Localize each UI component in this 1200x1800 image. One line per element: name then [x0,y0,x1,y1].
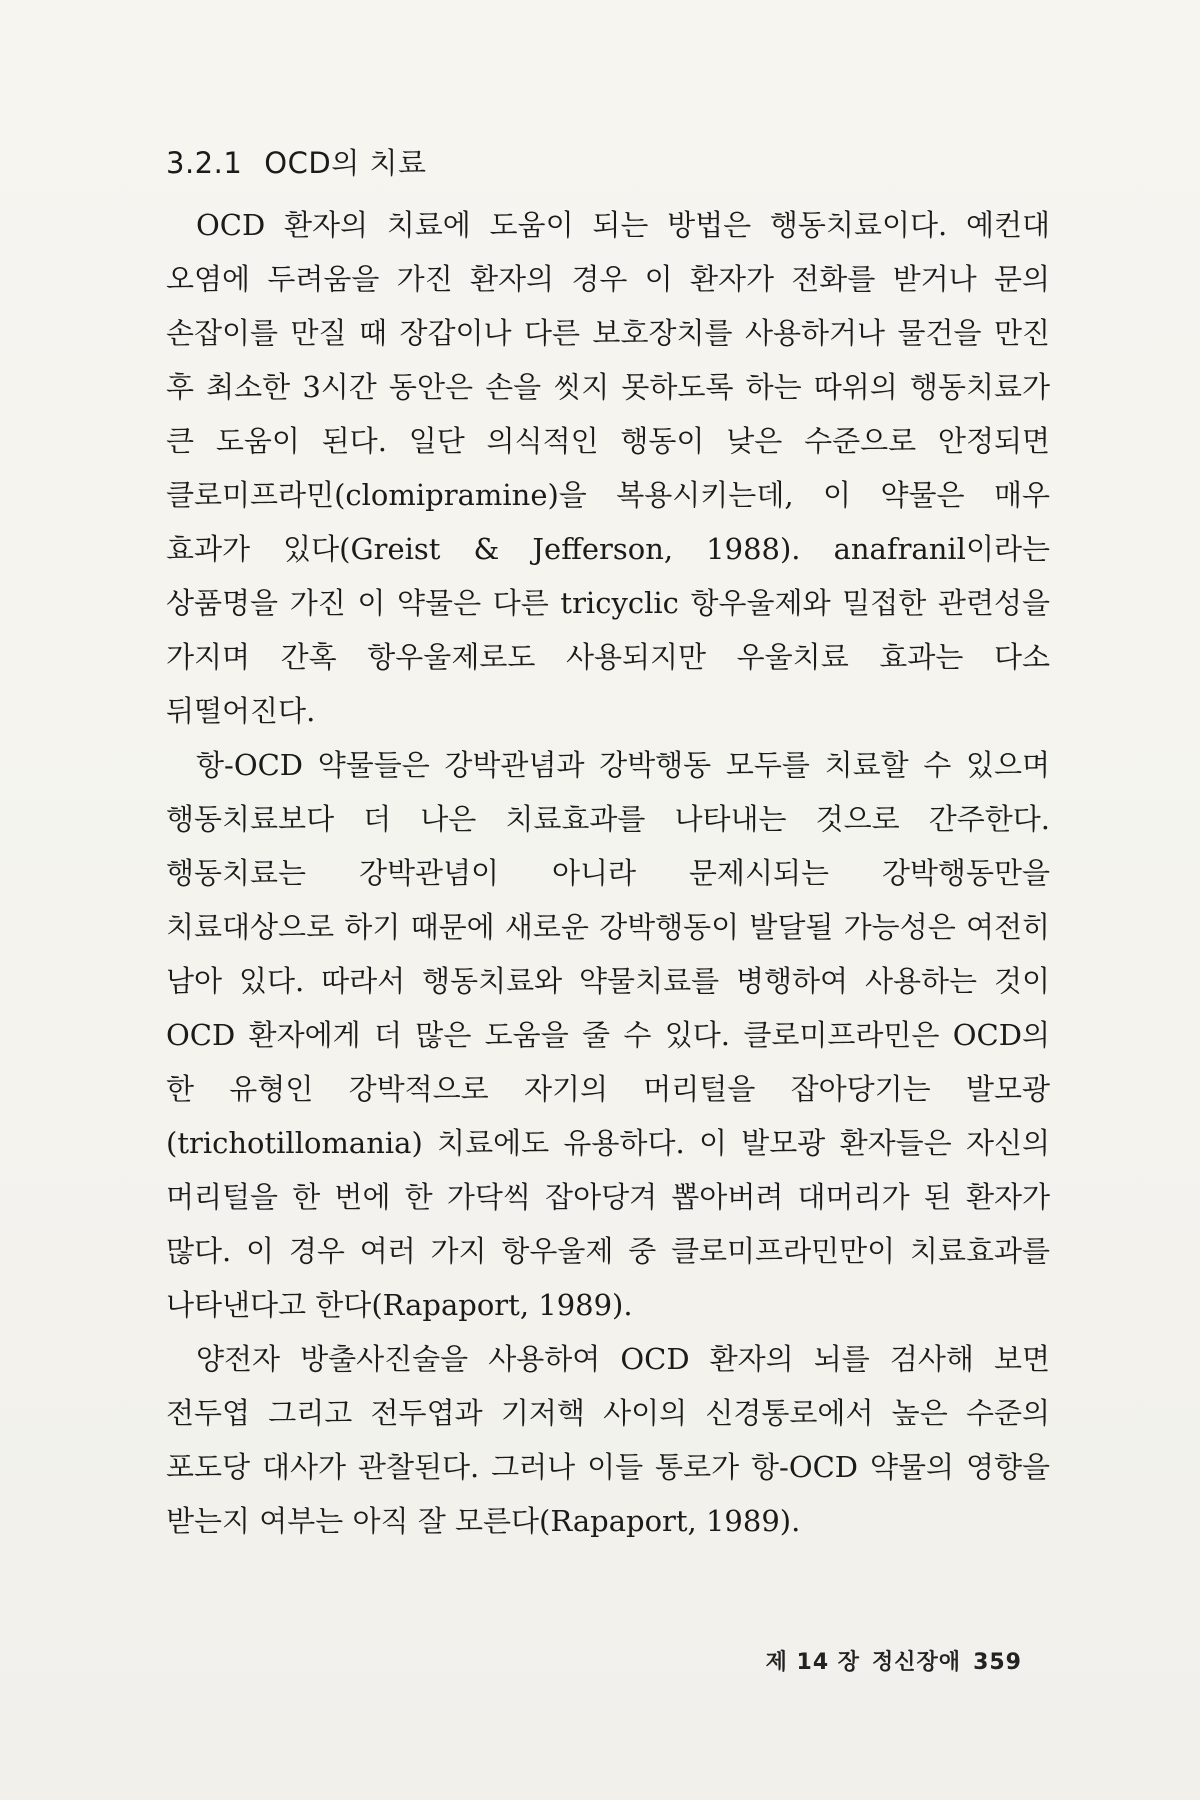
paragraph-2: 항-OCD 약물들은 강박관념과 강박행동 모두를 치료할 수 있으며 행동치료보다 더 나은 치료효과를 나타내는 것으로 간주한다. 행동치료는 강박관념이 아니라 문제시되는 강박행동만을 치료대상으로 하기 때문에 새로운 강박행동이 발달될 가능성은 여전히 남아 있다. 따라서 행동치료와 약물치료를 병행하여 사용하는 것이 OCD 환자에게 더 많은 도움을 줄 수 있다. 클로미프라민은 OCD의 한 유형인 강박적으로 자기의 머리털을 잡아당기는 발모광(trichotillomania) 치료에도 유용하다. 이 발모광 환자들은 자신의 머리털을 한 번에 한 가닥씩 잡아당겨 뽑아버려 대머리가 된 환자가 많다. 이 경우 여러 가지 항우울제 중 클로미프라민만이 치료효과를 나타낸다고 한다(Rapaport, 1989). [166,748,1050,1322]
body-text [166,138,1050,1548]
page-number: 359 [973,1650,1022,1675]
paragraph-1: OCD 환자의 치료에 도움이 되는 방법은 행동치료이다. 예컨대 오염에 두려움을 가진 환자의 경우 이 환자가 전화를 받거나 문의 손잡이를 만질 때 장갑이나 다른 보호장치를 사용하거나 물건을 만진 후 최소한 3시간 동안은 손을 씻지 못하도록 하는 따위의 행동치료가 큰 도움이 된다. 일단 의식적인 행동이 낮은 수준으로 안정되면 클로미프라민(clomipramine)을 복용시키는데, 이 약물은 매우 효과가 있다(Greist & Jefferson, 1988). anafranil이라는 상품명을 가진 이 약물은 다른 tricyclic 항우울제와 밀접한 관련성을 가지며 간혹 항우울제로도 사용되지만 우울치료 효과는 다소 뒤떨어진다. [166,208,1050,728]
section-number: 3.2.1 [166,146,243,180]
page-footer [766,1645,1022,1676]
footer-chapter: 제 14 장 [765,1650,861,1675]
section-title: OCD의 치료 [264,146,427,180]
section-heading [166,138,1050,188]
footer-chapter-title: 정신장애 [872,1650,962,1675]
paragraph-3: 양전자 방출사진술을 사용하여 OCD 환자의 뇌를 검사해 보면 전두엽 그리고 전두엽과 기저핵 사이의 신경통로에서 높은 수준의 포도당 대사가 관찰된다. 그러나 이들 통로가 항-OCD 약물의 영향을 받는지 여부는 아직 잘 모른다(Rapaport, 1989). [166,1342,1050,1538]
